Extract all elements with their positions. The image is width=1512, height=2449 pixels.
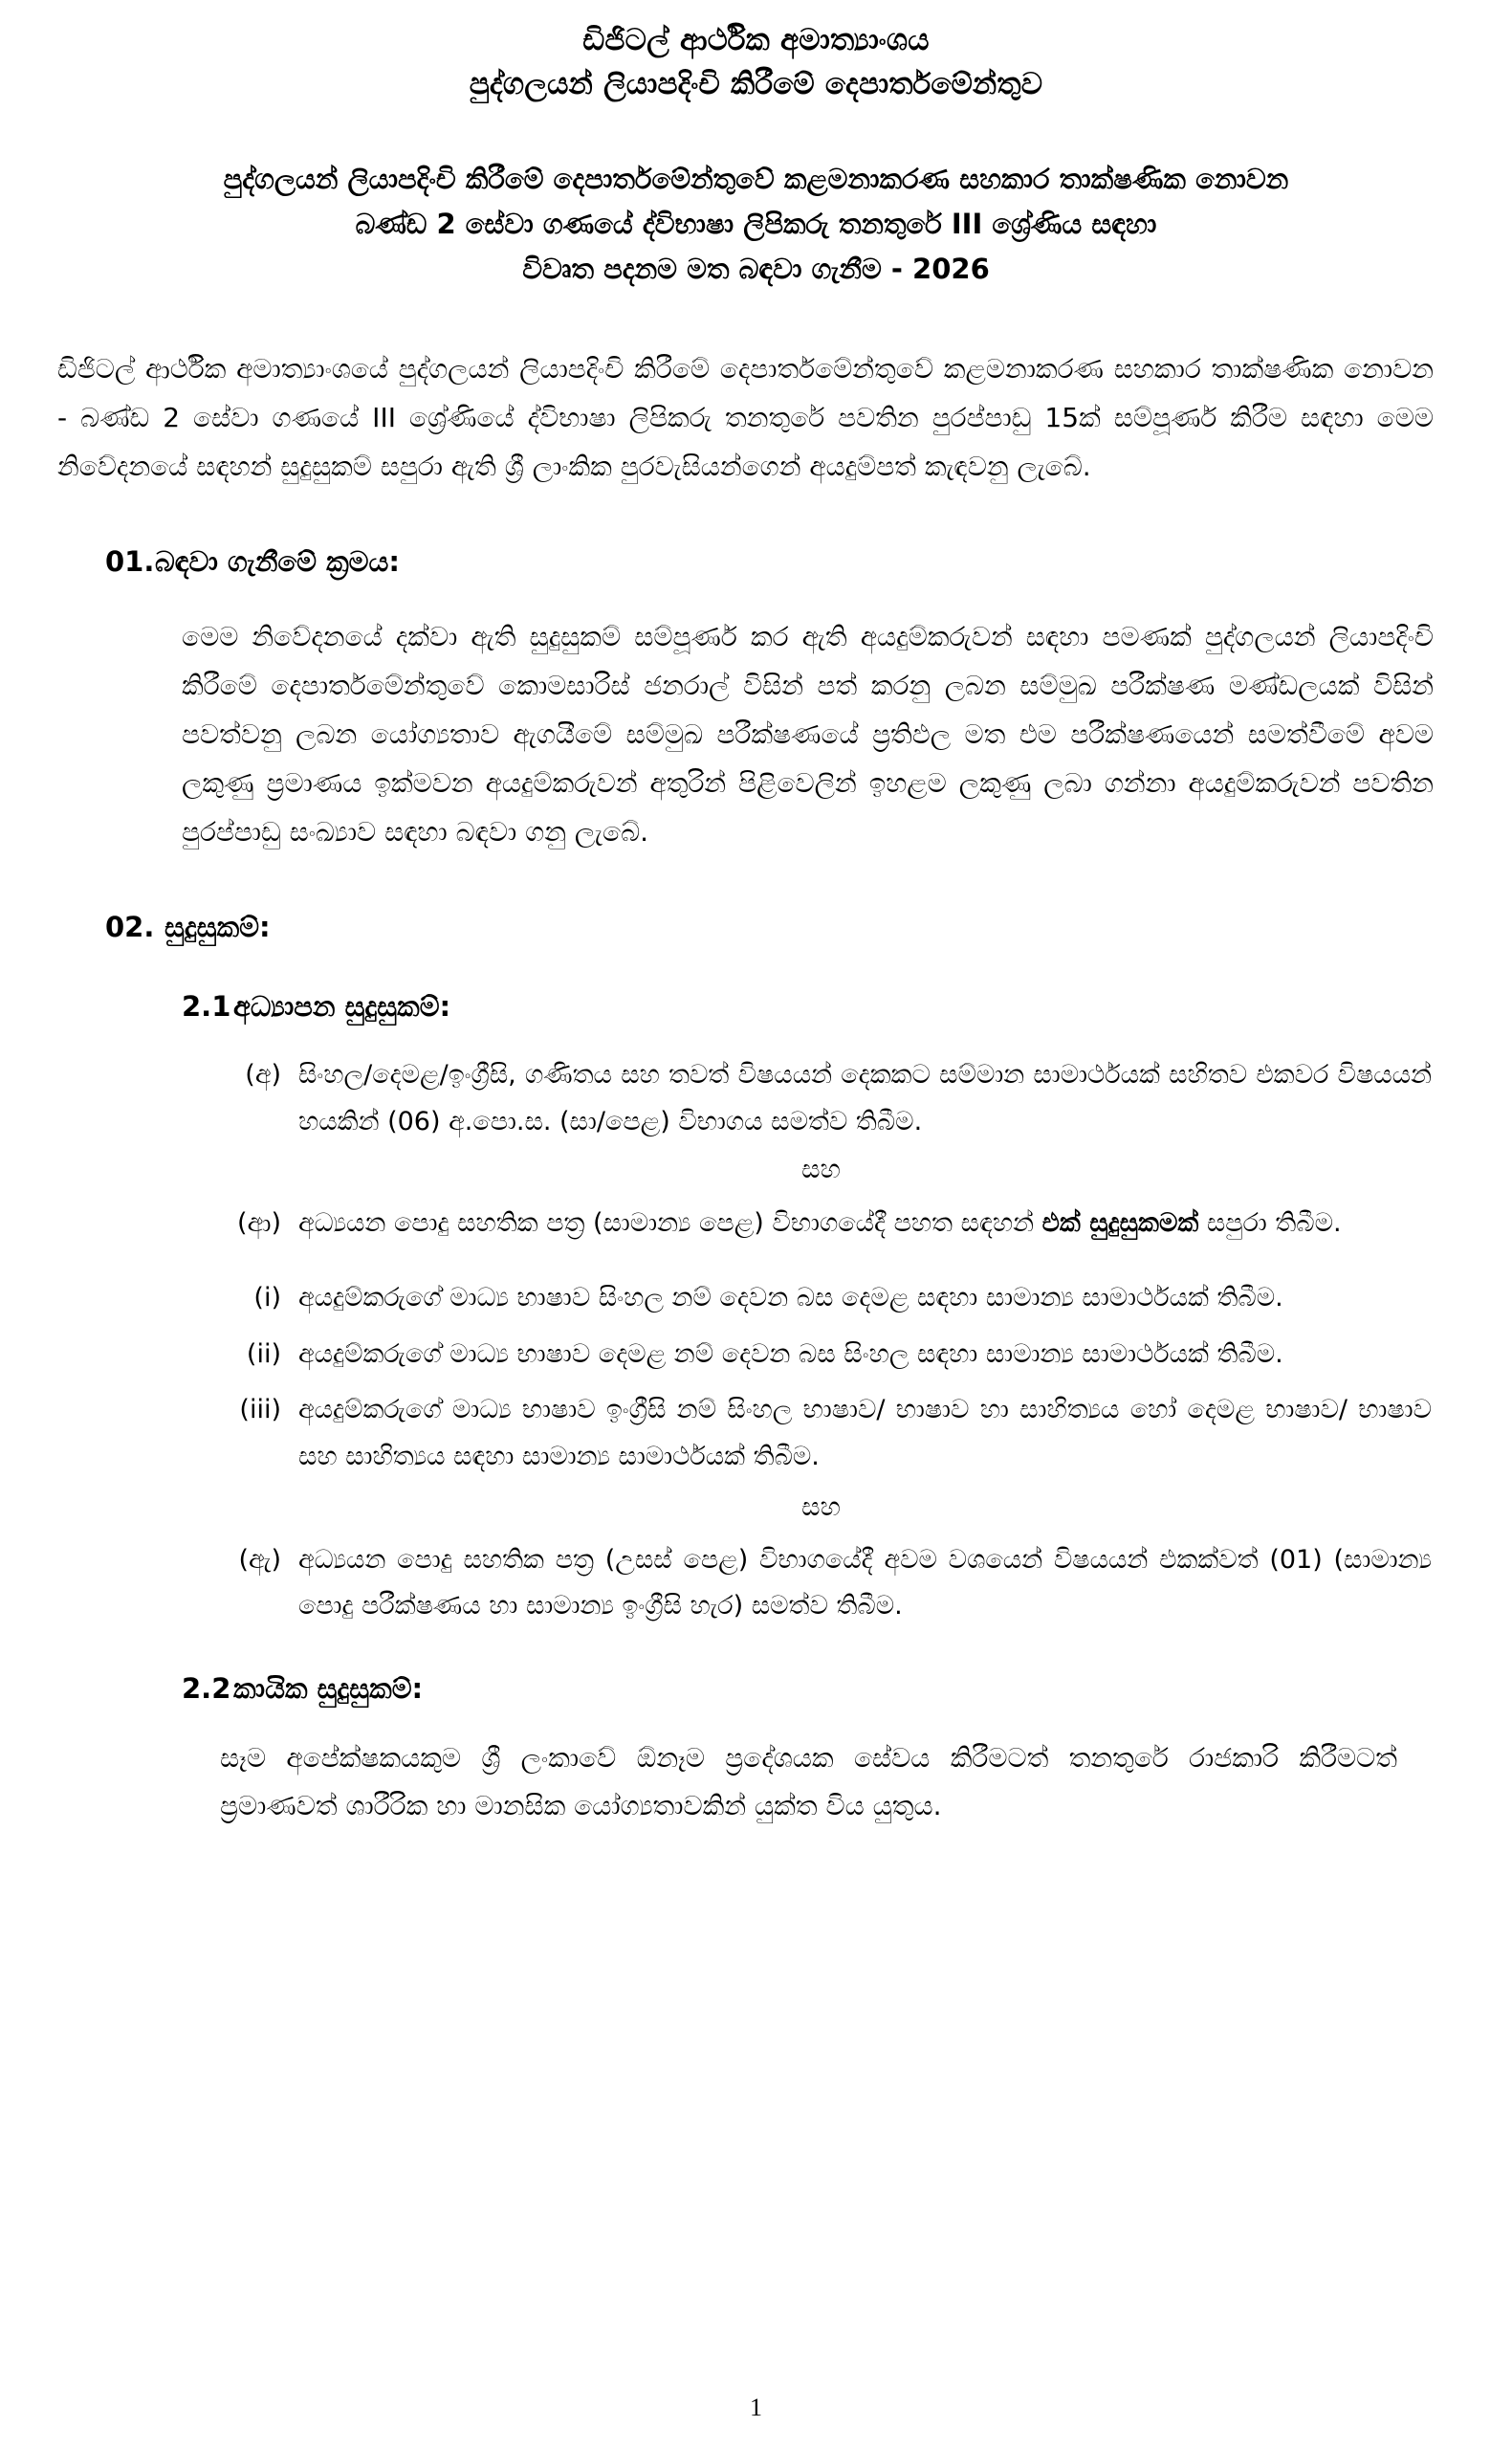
list-item-roman-i-marker: (i) (253, 1283, 281, 1313)
list-item-a-marker: (අ) (245, 1060, 281, 1091)
list-item-aa-text-after: සපුරා තිබීම. (1198, 1207, 1342, 1238)
list-item-roman-ii (210, 1332, 1432, 1379)
document-subtitle-line-2: බණ්ඩ 2 සේවා ගණයේ ද්විභාෂා ලිපිකරු තනතුරේ III ශ්‍රේණිය සඳහා (355, 207, 1157, 240)
document-subtitle-line-3: විවෘත පදනම මත බඳවා ගැනීම - 2026 (522, 252, 990, 285)
list-item-roman-iii (210, 1387, 1432, 1480)
list-item-roman-iii-text: අයදුම්කරුගේ මාධ්‍ය භාෂාව ඉංග්‍රීසි නම් සිංහල භාෂාව/ භාෂාව හා සාහිත්‍යය හෝ දෙමළ භාෂාව/ භාෂාව සහ සාහිත්‍යය සඳහා සාමාන්‍ය සාමාර්ථයක් තිබීම. (298, 1395, 1432, 1472)
intro-paragraph: ඩිජිටල් ආර්ථික අමාත්‍යාංශයේ පුද්ගලයන් ලියාපදිංචි කිරීමේ දෙපාර්තමේන්තුවේ කළමනාකරණ සහකාර තාක්ෂණික නොවන - බණ්ඩ 2 සේවා ගණයේ III ශ්‍රේණියේ ද්විභාෂා ලිපිකරු තනතුරේ පවතින පුරප්පාඩු 15ක් සම්පූර්ණ කිරීම සඳහා මෙම නිවේදනයේ සඳහන් සුදුසුකම් සපුරා ඇති ශ්‍රී ලාංකික පුරවැසියන්ගෙන් අයදුම්පත් කැඳවනු ලැබේ. (57, 352, 1434, 482)
subsection-2-2-title: කායික සුදුසුකම්: (233, 1672, 424, 1705)
list-item-a (210, 1052, 1432, 1145)
subsection-2-2-paragraph: සෑම අපේක්ෂකයකුම ශ්‍රී ලංකාවේ ඕනෑම ප්‍රදේශයක සේවය කිරීමටත් තනතුරේ රාජකාරි කිරීමටත් ප්‍රමාණවත් ශාරීරික හා මානසික යෝග්‍යතාවකින් යුක්ත විය යුතුය. (220, 1742, 1397, 1822)
section-1-heading (105, 541, 1455, 584)
page-number: 1 (750, 2394, 762, 2421)
section-2-number: 02. (105, 910, 155, 943)
list-item-a-text: සිංහල/දෙමළ/ඉංග්‍රීසි, ගණිතය සහ තවත් විෂයයන් දෙකකට සම්මාන සාමාර්ථයක් සහිතව එකවර විෂයයන් හයකින් (06) අ.පො.ස. (සා/පෙළ) විභාගය සමත්ව තිබීම. (298, 1060, 1432, 1136)
list-item-ae (210, 1537, 1432, 1630)
conjunction-and-1: සහ (801, 1155, 841, 1185)
document-subtitle-line-1: පුද්ගලයන් ලියාපදිංචි කිරීමේ දෙපාර්තමේන්තුවේ කළමනාකරණ සහකාර තාක්ෂණික නොවන (223, 162, 1289, 195)
list-item-aa (210, 1201, 1432, 1247)
list-item-roman-ii-text: අයදුම්කරුගේ මාධ්‍ය භාෂාව දෙමළ නම් දෙවන බස සිංහල සඳහා සාමාන්‍ය සාමාර්ථයක් තිබීම. (298, 1338, 1283, 1369)
list-item-aa-text-before: අධ්‍යයන පොදු සහතික පත්‍ර (සාමාන්‍ය පෙළ) විභාගයේදී පහත සඳහන් (298, 1207, 1042, 1238)
subsection-2-1-heading (182, 990, 1455, 1024)
section-2-title: සුදුසුකම්: (164, 910, 271, 943)
list-item-ae-marker: (ඇ) (238, 1544, 281, 1575)
list-item-aa-marker: (ආ) (237, 1207, 281, 1238)
section-1-paragraph: මෙම නිවේදනයේ දක්වා ඇති සුදුසුකම් සම්පූර්ණ කර ඇති අයදුම්කරුවන් සඳහා පමණක් පුද්ගලයන් ලියාපදිංචි කිරීමේ දෙපාර්තමේන්තුවේ කොමසාරිස් ජනරාල් විසින් පත් කරනු ලබන සම්මුඛ පරීක්ෂණ මණ්ඩලයක් විසින් පවත්වනු ලබන යෝග්‍යතාව ඇගයීමේ සම්මුඛ පරීක්ෂණයේ ප්‍රතිඵල මත එම පරීක්ෂණයෙන් සමත්වීමේ අවම ලකුණු ප්‍රමාණය ඉක්මවන අයදුම්කරුවන් අතුරින් පිළිවෙලින් ඉහළම ලකුණු ලබා ගන්නා අයදුම්කරුවන් පවතින පුරප්පාඩු සංඛ්‍යාව සඳහා බඳවා ගනු ලැබේ. (182, 621, 1434, 848)
section-1-title: බඳවා ගැනීමේ ක්‍රමය: (155, 544, 400, 578)
document-subtitle (57, 157, 1455, 292)
list-item-roman-i-text: අයදුම්කරුගේ මාධ්‍ය භාෂාව සිංහල නම් දෙවන බස දෙමළ සඳහා සාමාන්‍ය සාමාර්ථයක් තිබීම. (298, 1283, 1283, 1313)
section-1-number: 01. (105, 544, 155, 578)
subsection-2-2-number: 2.2 (182, 1672, 231, 1705)
list-item-aa-text-emphasis: එක් සුදුසුකමක් (1041, 1207, 1199, 1238)
subsection-2-2-heading (182, 1672, 1455, 1706)
list-item-roman-ii-marker: (ii) (246, 1338, 281, 1369)
list-item-roman-i (210, 1275, 1432, 1322)
section-2-heading (105, 907, 1455, 949)
list-item-roman-iii-marker: (iii) (239, 1395, 281, 1425)
document-title-line-1: ඩිජිටල් ආර්ථික අමාත්‍යාංශය (582, 23, 930, 57)
conjunction-and-2: සහ (801, 1491, 841, 1522)
list-item-ae-text: අධ්‍යයන පොදු සහතික පත්‍ර (උසස් පෙළ) විභාගයේදී අවම වශයෙන් විෂයයන් එකක්වත් (01) (සාමාන්‍ය පොදු පරීක්ෂණය හා සාමාන්‍ය ඉංග්‍රීසි හැර) සමත්ව තිබීම. (298, 1544, 1432, 1622)
subsection-2-1-number: 2.1 (182, 990, 231, 1024)
list-item-aa-text (298, 1201, 1432, 1247)
document-title (57, 19, 1455, 107)
document-title-line-2: පුද්ගලයන් ලියාපදිංචි කිරීමේ දෙපාර්තමේන්තුව (469, 66, 1043, 101)
subsection-2-1-title: අධ්‍යාපන සුදුසුකම්: (233, 990, 451, 1024)
